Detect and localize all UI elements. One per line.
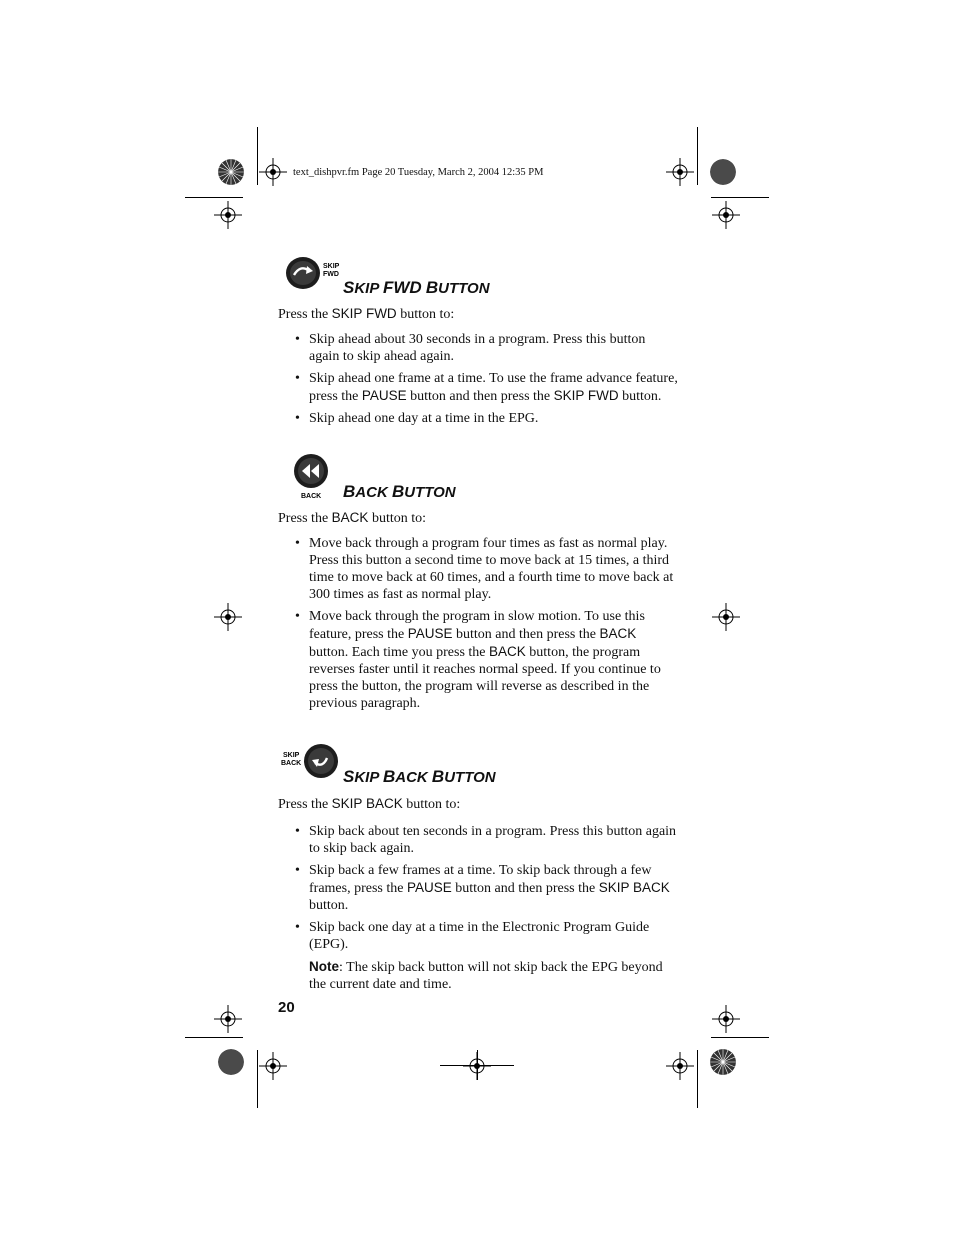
list-item: • Skip back one day at a time in the Electronic Program Guide (EPG). (293, 919, 678, 953)
section-intro: Press the BACK button to: (278, 510, 426, 526)
list-item: • Skip ahead about 30 seconds in a program. Press this button again to skip ahead again. (293, 331, 678, 365)
list-item: • Move back through the program in slow motion. To use this feature, press the PAUSE button and then press the BACK button. Each time you press the BACK button, the program reverses faster until it reaches normal speed. If you continue to press the button, the program will reverse as described in the previous paragraph. (293, 608, 678, 712)
crop-mark (477, 1050, 478, 1080)
registration-mark-icon (666, 158, 694, 186)
section-heading: SKIP FWD BUTTON (343, 278, 490, 297)
registration-mark-icon (214, 201, 242, 229)
star-target-icon (710, 1049, 736, 1075)
icon-label: SKIP (323, 263, 340, 270)
registration-mark-icon (259, 158, 287, 186)
bullet-list (293, 331, 678, 432)
skip-back-button-icon (279, 740, 343, 782)
gray-target-icon (218, 1049, 244, 1075)
registration-mark-icon (712, 603, 740, 631)
note: Note: The skip back button will not skip back the EPG beyond the current date and time. (309, 959, 663, 992)
crop-mark (697, 1050, 698, 1108)
icon-label: SKIP (283, 752, 300, 759)
page-number: 20 (278, 999, 295, 1016)
section-heading: BACK BUTTON (343, 482, 456, 501)
registration-mark-icon (712, 1005, 740, 1033)
section-intro: Press the SKIP FWD button to: (278, 306, 455, 322)
back-button-icon (290, 452, 334, 502)
crop-mark (257, 127, 258, 185)
registration-mark-icon (712, 201, 740, 229)
list-item: • Skip back a few frames at a time. To skip back through a few frames, press the PAUSE button and then press the SKIP BACK button. (293, 862, 678, 914)
crop-mark (711, 1037, 769, 1038)
crop-mark (185, 1037, 243, 1038)
registration-mark-icon (666, 1052, 694, 1080)
registration-mark-icon (214, 603, 242, 631)
list-item: • Skip back about ten seconds in a program. Press this button again to skip back again. (293, 823, 678, 857)
registration-mark-icon (259, 1052, 287, 1080)
bullet-list (293, 823, 678, 993)
star-target-icon (218, 159, 244, 185)
file-header: text_dishpvr.fm Page 20 Tuesday, March 2, 2004 12:35 PM (293, 167, 544, 178)
registration-mark-icon (214, 1005, 242, 1033)
crop-mark (711, 197, 769, 198)
crop-mark (257, 1050, 258, 1108)
icon-label: FWD (323, 271, 339, 278)
icon-label: BACK (301, 493, 322, 500)
gray-target-icon (710, 159, 736, 185)
crop-mark (697, 127, 698, 185)
bullet-list (293, 535, 678, 717)
icon-label: BACK (281, 760, 302, 767)
section-heading: SKIP BACK BUTTON (343, 767, 496, 786)
crop-mark (185, 197, 243, 198)
list-item: • Move back through a program four times as fast as normal play. Press this button a second time to move back at 15 times, a third time to move back at 60 times, and a fourth time to move back at 300 times as fast as normal play. (293, 535, 678, 603)
list-item: • Skip ahead one frame at a time. To use the frame advance feature, press the PAUSE button and then press the SKIP FWD button. (293, 370, 678, 405)
skip-fwd-button-icon (283, 252, 345, 292)
section-intro: Press the SKIP BACK button to: (278, 796, 461, 812)
list-item: • Skip ahead one day at a time in the EPG. (293, 410, 678, 427)
